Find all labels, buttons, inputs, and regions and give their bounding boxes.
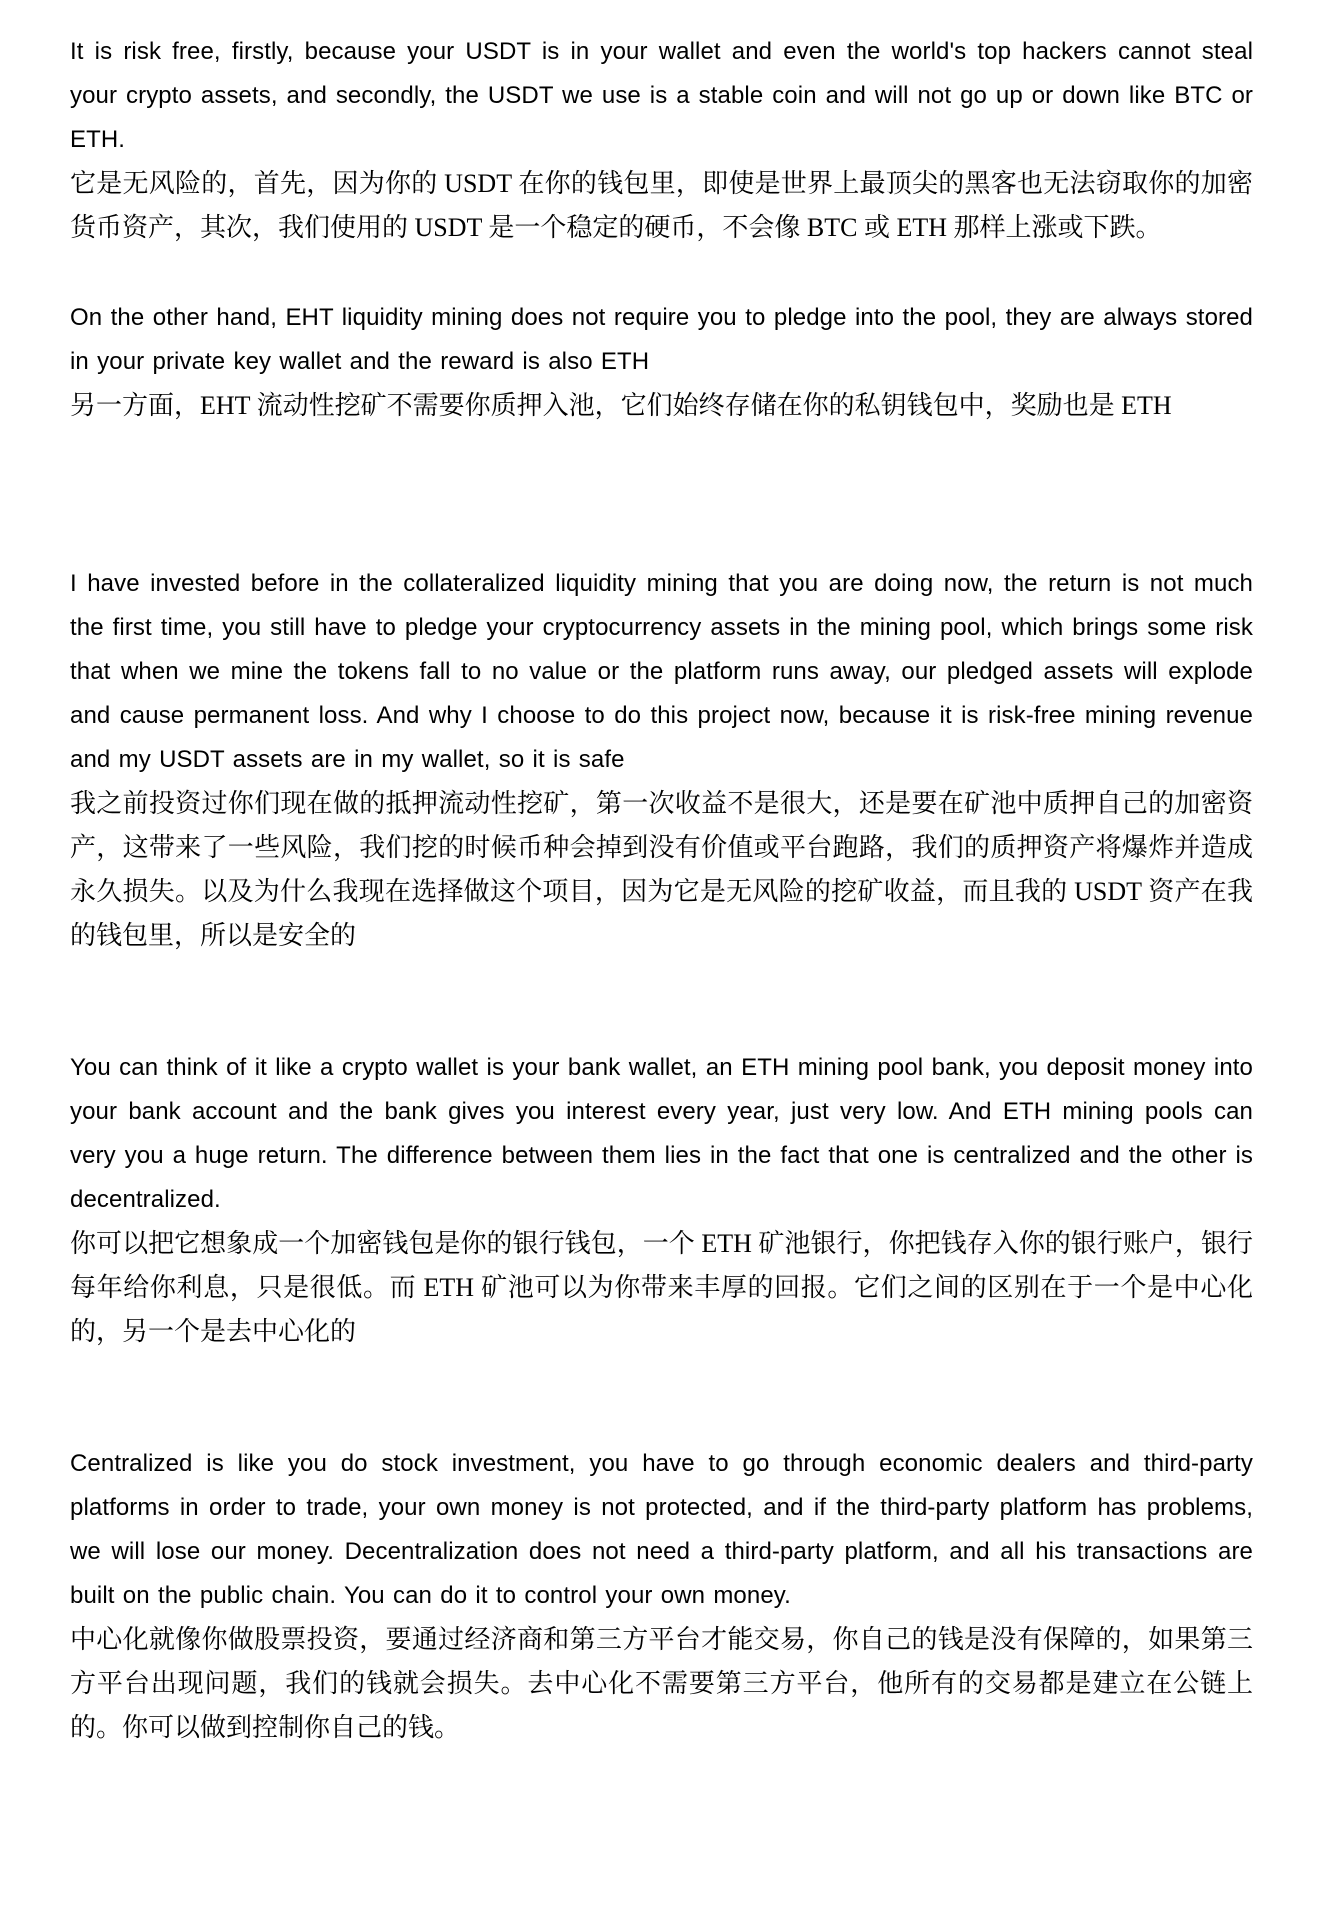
- bilingual-paragraph-4: [70, 1046, 1253, 1354]
- chinese-paragraph: 我之前投资过你们现在做的抵押流动性挖矿，第一次收益不是很大，还是要在矿池中质押自己的加密资产，这带来了一些风险，我们挖的时候币种会掉到没有价值或平台跑路，我们的质押资产将爆炸并造成永久损失。以及为什么我现在选择做这个项目，因为它是无风险的挖矿收益，而且我的 USDT 资产在我的钱包里，所以是安全的: [70, 789, 1253, 950]
- english-paragraph: It is risk free, firstly, because your USDT is in your wallet and even the world's top hackers cannot steal your crypto assets, and secondly, the USDT we use is a stable coin and will not go up or down like BTC or ETH.: [70, 38, 1253, 153]
- english-paragraph: Centralized is like you do stock investment, you have to go through economic dealers and third-party platforms in order to trade, your own money is not protected, and if the third-party platform has problems, we will lose our money. Decentralization does not need a third-party platform, and all his transactions are built on the public chain. You can do it to control your own money.: [70, 1450, 1253, 1609]
- document-page: [70, 30, 1253, 1750]
- bilingual-paragraph-1: [70, 30, 1253, 250]
- english-paragraph: You can think of it like a crypto wallet is your bank wallet, an ETH mining pool bank, you deposit money into your bank account and the bank gives you interest every year, just very low. And ETH mining pools can very you a huge return. The difference between them lies in the fact that one is centralized and the other is decentralized.: [70, 1054, 1253, 1213]
- bilingual-paragraph-5: [70, 1442, 1253, 1750]
- english-paragraph: I have invested before in the collateralized liquidity mining that you are doing now, the return is not much the first time, you still have to pledge your cryptocurrency assets in the mining pool, which brings some risk that when we mine the tokens fall to no value or the platform runs away, our pledged assets will explode and cause permanent loss. And why I choose to do this project now, because it is risk-free mining revenue and my USDT assets are in my wallet, so it is safe: [70, 570, 1253, 773]
- chinese-paragraph: 你可以把它想象成一个加密钱包是你的银行钱包，一个 ETH 矿池银行，你把钱存入你的银行账户，银行每年给你利息，只是很低。而 ETH 矿池可以为你带来丰厚的回报。它们之间的区别在于一个是中心化的，另一个是去中心化的: [70, 1229, 1253, 1346]
- chinese-paragraph: 另一方面，EHT 流动性挖矿不需要你质押入池，它们始终存储在你的私钥钱包中，奖励也是 ETH: [70, 391, 1172, 420]
- bilingual-paragraph-3: [70, 562, 1253, 958]
- english-paragraph: On the other hand, EHT liquidity mining does not require you to pledge into the pool, they are always stored in your private key wallet and the reward is also ETH: [70, 304, 1253, 375]
- chinese-paragraph: 它是无风险的，首先，因为你的 USDT 在你的钱包里，即使是世界上最顶尖的黑客也无法窃取你的加密货币资产，其次，我们使用的 USDT 是一个稳定的硬币，不会像 BTC 或 ETH 那样上涨或下跌。: [70, 169, 1253, 242]
- bilingual-paragraph-2: [70, 296, 1253, 428]
- chinese-paragraph: 中心化就像你做股票投资，要通过经济商和第三方平台才能交易，你自己的钱是没有保障的，如果第三方平台出现问题，我们的钱就会损失。去中心化不需要第三方平台，他所有的交易都是建立在公链上的。你可以做到控制你自己的钱。: [70, 1625, 1253, 1742]
